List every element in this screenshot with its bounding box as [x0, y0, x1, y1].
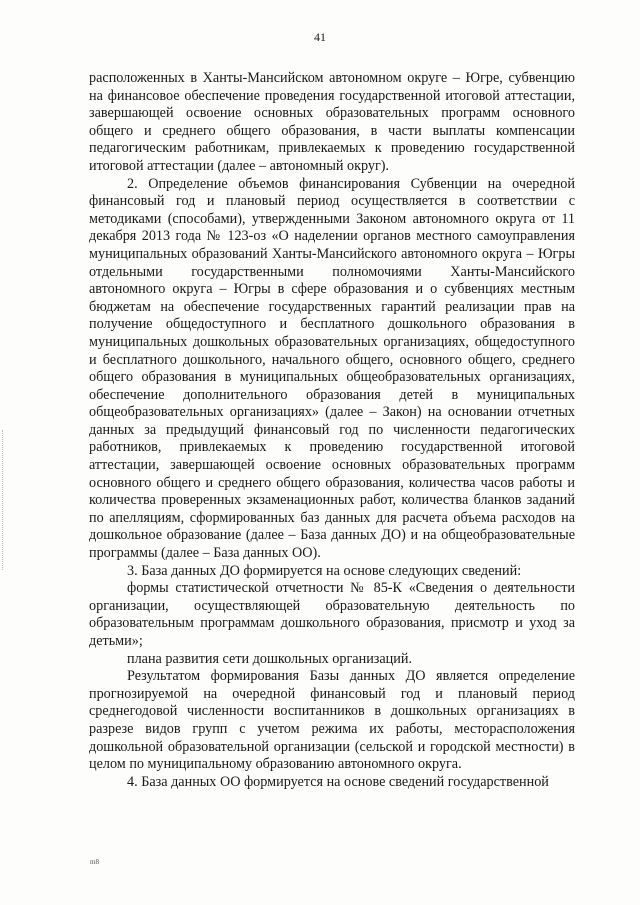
page-number: 41: [314, 30, 326, 44]
paragraph-1-continuation: расположенных в Ханты-Мансийском автономном округе – Югре, субвенцию на финансовое обеспечение проведения государственной итоговой аттестации, завершающей освоение основных образовательных программ основного общего и среднего общего образования, в части выплаты компенсации педагогическим работникам, привлекаемых к проведению государственной итоговой аттестации (далее – автономный округ).: [89, 70, 575, 174]
document-body: [89, 70, 575, 791]
paragraph-statistical-form: формы статистической отчетности № 85-К «Сведения о деятельности организации, осуществляющей образовательную деятельность по образовательным программам дошкольного образования, присмотр и уход за детьми»;: [89, 580, 575, 649]
paragraph-4-database-oo: 4. База данных ОО формируется на основе сведений государственной: [127, 773, 549, 790]
paragraph-3-database-do: 3. База данных ДО формируется на основе следующих сведений:: [127, 562, 522, 579]
scan-edge-marks: [2, 430, 5, 570]
paragraph-development-plan: плана развития сети дошкольных организаций.: [127, 650, 413, 667]
paragraph-database-result: Результатом формирования Базы данных ДО является определение прогнозируемой на очередной финансовый год и плановый период среднегодовой численности воспитанников в дошкольных организациях в разрезе видов групп с учетом режима их работы, месторасположения дошкольной образовательной организации (сельской и городской местности) в целом по муниципальному образованию автономного округа.: [89, 668, 575, 773]
footer-mark: m8: [90, 858, 99, 866]
paragraph-2-funding-volumes: 2. Определение объемов финансирования Субвенции на очередной финансовый год и плановый период осуществляется в соответствии с методиками (способами), утвержденными Законом автономного округа от 11 декабря 2013 года № 123-оз «О наделении органов местного самоуправления муниципальных образований Ханты-Мансийского автономного округа – Югры отдельными государственными полномочиями Ханты-Мансийского автономного округа – Югры в сфере образования и о субвенциях местным бюджетам на обеспечение государственных гарантий реализации прав на получение общедоступного и бесплатного дошкольного образования в муниципальных дошкольных образовательных организациях, общедоступного и бесплатного дошкольного, начального общего, основного общего, среднего общего образования в муниципальных общеобразовательных организациях, обеспечение дополнительного образования детей в муниципальных общеобразовательных организациях» (далее – Закон) на основании отчетных данных за предыдущий финансовый год по численности педагогических работников, привлекаемых к проведению государственной итоговой аттестации, завершающей освоение основных образовательных программ основного общего и среднего общего образования, количества часов работы и количества проверенных экзаменационных работ, количества бланков заданий по апелляциям, сформированных баз данных для расчета объема расходов на дошкольное образование (далее – База данных ДО) и на общеобразовательные программы (далее – База данных ОО).: [89, 175, 575, 562]
